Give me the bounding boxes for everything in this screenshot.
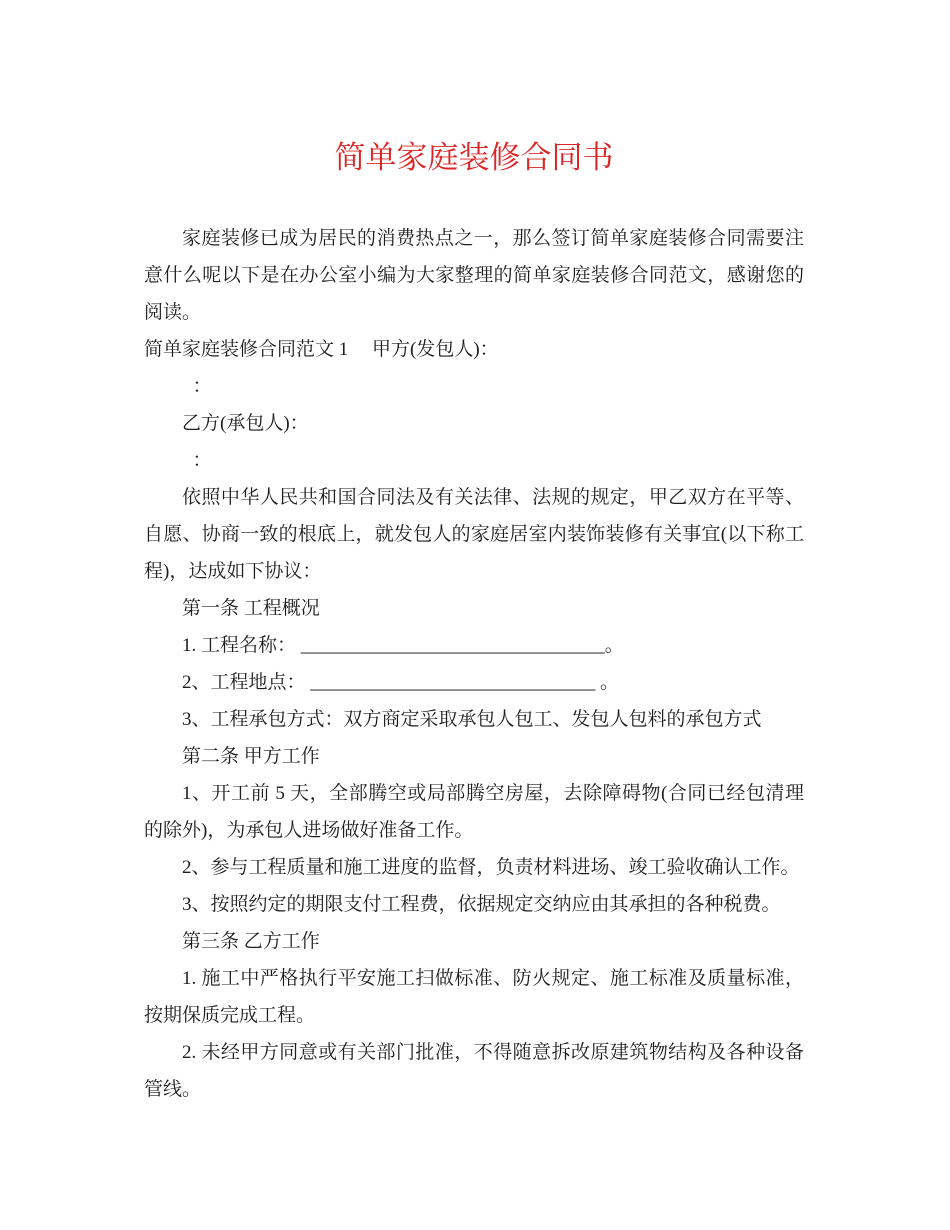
paragraph: 1、开工前 5 天，全部腾空或局部腾空房屋，去除障碍物(合同已经包清理的除外)，为承包人进场做好准备工作。 (144, 783, 804, 841)
paragraph: 3、按照约定的期限支付工程费，依据规定交纳应由其承担的各种税费。 (182, 894, 781, 915)
paragraph: 第三条 乙方工作 (182, 931, 320, 952)
paragraph: 1. 施工中严格执行平安施工扫做标准、防火规定、施工标准及质量标准，按期保质完成工程。 (144, 968, 804, 1026)
paragraph: 2、工程地点： ______________________________ 。 (182, 672, 620, 693)
paragraph: 2. 未经甲方同意或有关部门批准，不得随意拆改原建筑物结构及各种设备管线。 (144, 1042, 804, 1100)
document-body (144, 220, 804, 1108)
paragraph: 第一条 工程概况 (182, 598, 320, 619)
paragraph: 简单家庭装修合同范文 1 甲方(发包人)： (144, 339, 499, 360)
paragraph: 乙方(承包人)： (182, 413, 309, 434)
paragraph: 3、工程承包方式：双方商定采取承包人包工、发包人包料的承包方式 (182, 709, 762, 730)
paragraph: 家庭装修已成为居民的消费热点之一，那么签订简单家庭装修合同需要注意什么呢以下是在办公室小编为大家整理的简单家庭装修合同范文，感谢您的阅读。 (144, 228, 804, 323)
document-title: 简单家庭装修合同书 (334, 140, 614, 175)
paragraph: 依照中华人民共和国合同法及有关法律、法规的规定，甲乙双方在平等、自愿、协商一致的根底上，就发包人的家庭居室内装饰装修有关事宜(以下称工程)，达成如下协议： (144, 487, 804, 582)
paragraph: 第二条 甲方工作 (182, 746, 320, 767)
paragraph: 2、参与工程质量和施工进度的监督，负责材料进场、竣工验收确认工作。 (182, 857, 800, 878)
paragraph: 1. 工程名称： ________________________________。 (182, 635, 624, 656)
paragraph: ： (192, 450, 212, 471)
paragraph: ： (192, 376, 212, 397)
